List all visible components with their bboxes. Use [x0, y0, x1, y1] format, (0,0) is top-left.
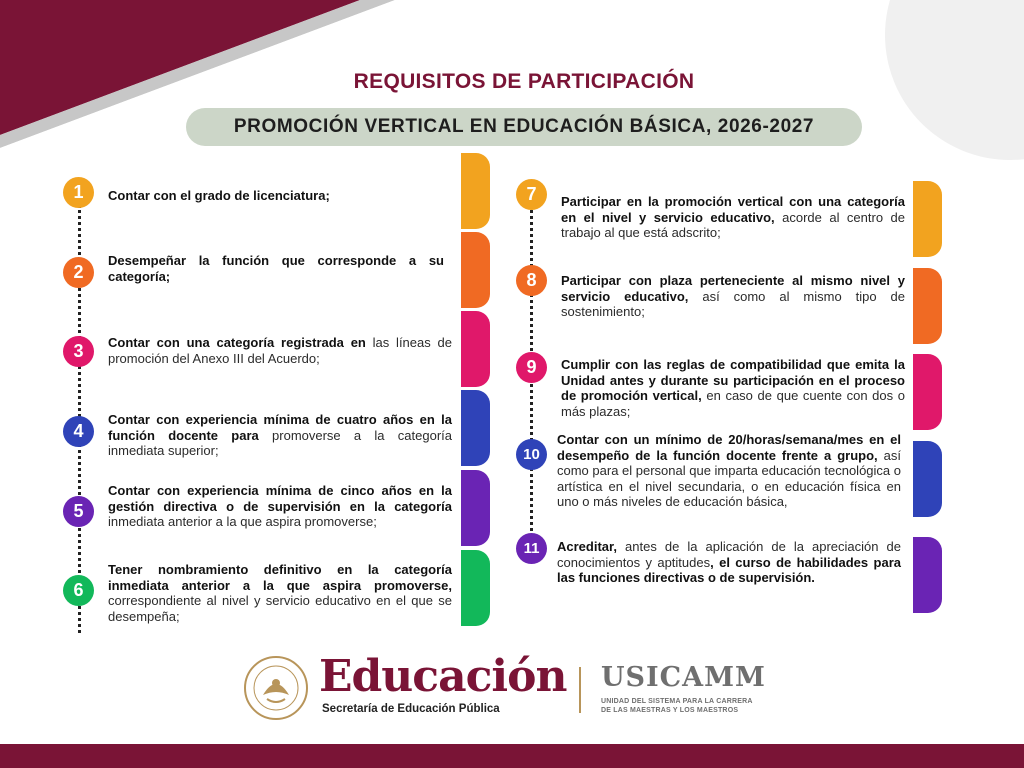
tab-orange [461, 232, 490, 308]
step-number-badge: 3 [63, 336, 94, 367]
tab-orange [913, 268, 942, 344]
requirement-text: así como para el personal que imparta educación tecnológica o artística en el nivel secundaria, o en educación física en uno o más niveles de educación básica, [557, 447, 901, 509]
requirement-bold-text: Contar con experiencia mínima de cuatro años en la función docente para [108, 412, 452, 443]
usicamm-subtitle-line: UNIDAD DEL SISTEMA PARA LA CARRERA [601, 698, 753, 705]
requirement-bold-text: Contar con el grado de licenciatura; [108, 188, 330, 203]
usicamm-subtitle-line: DE LAS MAESTRAS Y LOS MAESTROS [601, 707, 739, 714]
step-number-badge: 10 [516, 439, 547, 470]
step-number-badge: 11 [516, 533, 547, 564]
requirement-item [108, 483, 452, 530]
educacion-logo: Educación [319, 651, 567, 702]
tab-blue [913, 441, 942, 517]
step-number-badge: 7 [516, 179, 547, 210]
requirement-text: promoverse a la categoría inmediata superior; [108, 427, 452, 458]
tab-blue [461, 390, 490, 466]
tab-pink [913, 354, 942, 430]
step-number-badge: 8 [516, 265, 547, 296]
requirement-bold-text: Acreditar, [557, 539, 617, 554]
requirement-text: las líneas de promoción del Anexo III del Acuerdo; [108, 335, 452, 366]
logo-divider [579, 667, 581, 713]
requirement-bold-text-2: , el curso de habilidades para las funciones directivas o de supervisión. [557, 554, 901, 585]
requirement-item [557, 539, 901, 586]
requirement-item [108, 562, 452, 624]
step-number-badge: 6 [63, 575, 94, 606]
requirement-text: correspondiente al nivel y servicio educativo en el que se desempeña; [108, 593, 452, 624]
requirement-text: así como al mismo tipo de sostenimiento; [561, 288, 905, 319]
tab-green [461, 550, 490, 626]
requirement-text: acorde al centro de trabajo al que está adscrito; [561, 209, 905, 240]
requirement-bold-text: Tener nombramiento definitivo en la categoría inmediata anterior a la que aspira promoverse, [108, 562, 452, 593]
step-number-badge: 9 [516, 352, 547, 383]
requirement-bold-text: Contar con un mínimo de 20/horas/semana/mes en el desempeño de la función docente frente a grupo, [557, 432, 901, 463]
subtitle-banner [186, 108, 862, 146]
requirement-item [561, 194, 905, 241]
step-number-badge: 1 [63, 177, 94, 208]
requirement-bold-text: Contar con una categoría registrada en [108, 335, 366, 350]
step-number-badge: 4 [63, 416, 94, 447]
requirement-bold-text: Participar con plaza perteneciente al mismo nivel y servicio educativo, [561, 273, 905, 304]
requirement-item [108, 253, 444, 284]
requirement-bold-text: Desempeñar la función que corresponde a su categoría; [108, 253, 444, 284]
footer-band [0, 744, 1024, 768]
requirement-bold-text: Contar con experiencia mínima de cinco años en la gestión directiva o de supervisión en la categoría [108, 483, 452, 514]
requirement-text: antes de la aplicación de la apreciación de conocimientos y aptitudes [557, 539, 901, 570]
tab-purple [913, 537, 942, 613]
subtitle-text: PROMOCIÓN VERTICAL EN EDUCACIÓN BÁSICA, 2026-2027 [233, 116, 815, 137]
step-number-badge: 2 [63, 257, 94, 288]
requirement-item [561, 357, 905, 419]
national-seal-logo [243, 655, 309, 721]
usicamm-subtitle [601, 697, 753, 715]
requirement-bold-text: Cumplir con las reglas de compatibilidad que emita la Unidad antes y durante su participación en el proceso de promoción vertical, [561, 357, 905, 403]
requirement-text: en caso de que cuente con dos o más plazas; [561, 388, 905, 419]
requirement-item [561, 273, 905, 320]
requirement-item [108, 412, 452, 459]
usicamm-logo: USICAMM [601, 662, 766, 693]
requirement-item [108, 335, 452, 366]
requirement-bold-text: Participar en la promoción vertical con una categoría en el nivel y servicio educativo, [561, 194, 905, 225]
tab-purple [461, 470, 490, 546]
step-number-badge: 5 [63, 496, 94, 527]
requirement-text: inmediata anterior a la que aspira promoverse; [108, 514, 377, 529]
requirement-item [108, 188, 452, 204]
tab-yellow [461, 153, 490, 229]
tab-pink [461, 311, 490, 387]
sep-label: Secretaría de Educación Pública [322, 703, 500, 715]
tab-yellow [913, 181, 942, 257]
requirement-item [557, 432, 901, 510]
page-title: REQUISITOS DE PARTICIPACIÓN [353, 70, 695, 93]
